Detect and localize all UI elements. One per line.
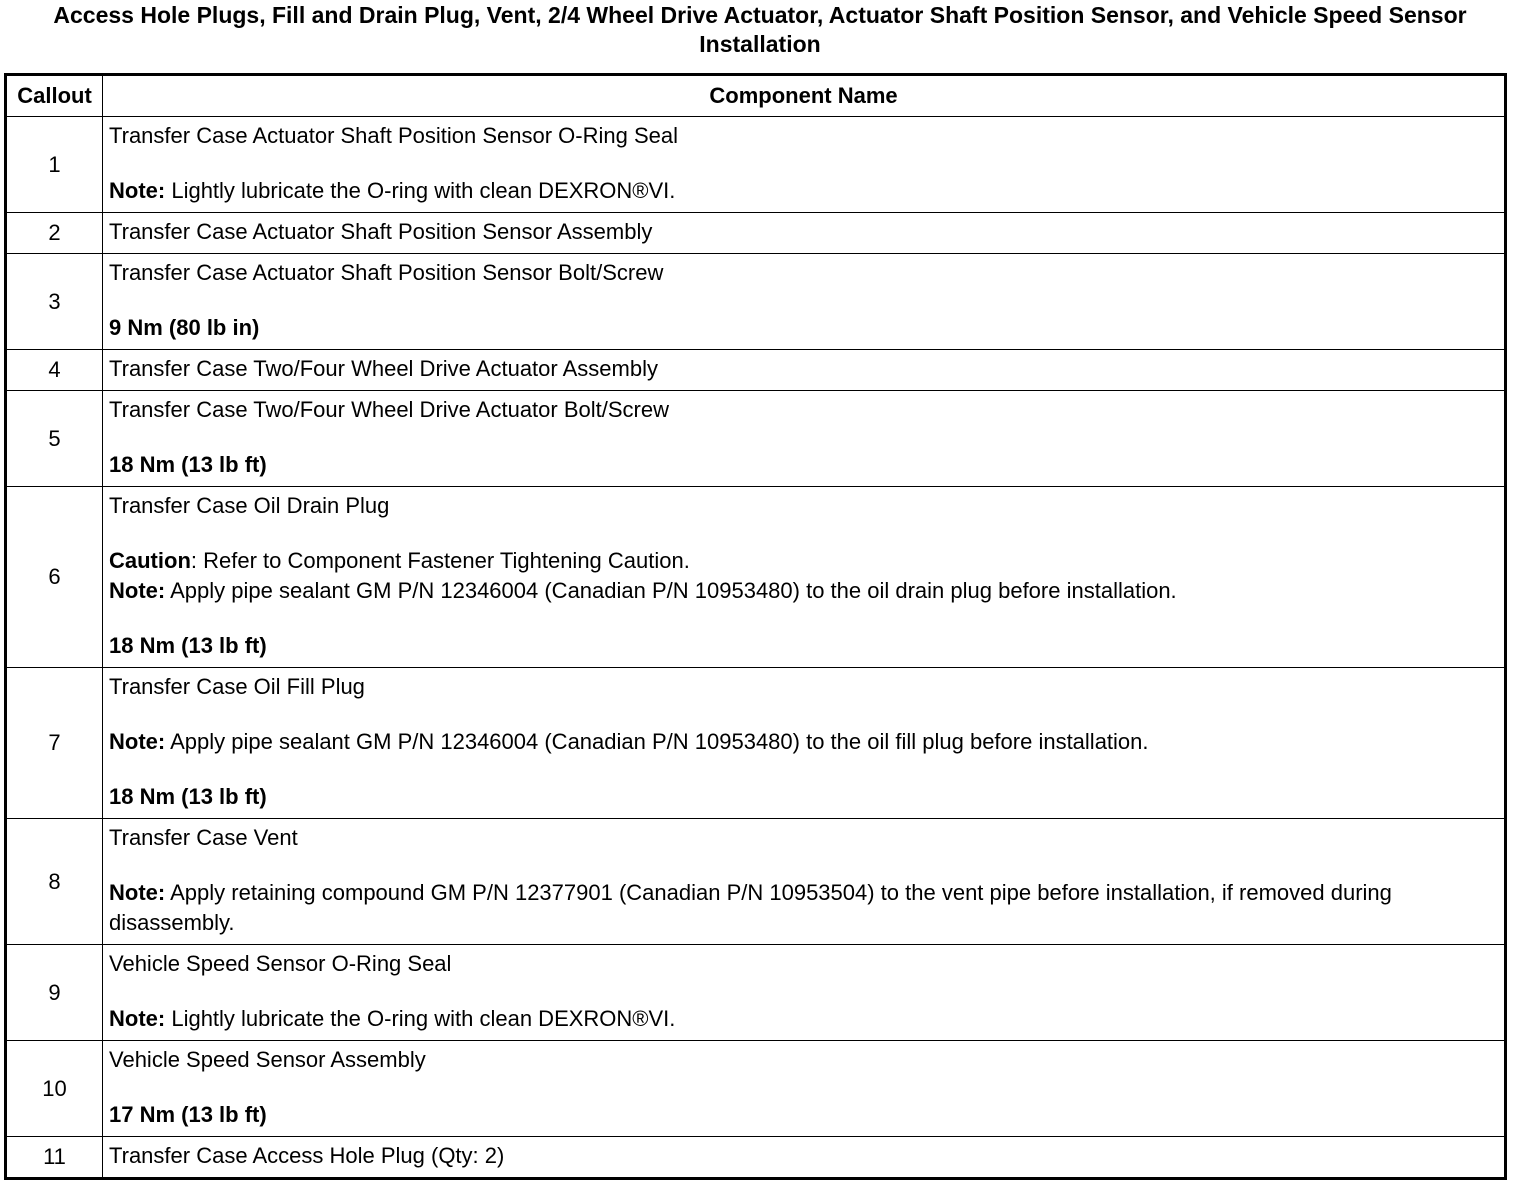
table-row: [6, 213, 1506, 254]
component-name: Vehicle Speed Sensor O-Ring Seal: [109, 951, 452, 976]
callout-number: 4: [6, 350, 103, 391]
component-cell: [103, 254, 1506, 350]
spacer: [109, 1075, 1498, 1100]
callout-number: 9: [6, 945, 103, 1041]
spacer: [109, 606, 1498, 631]
note: [109, 878, 1498, 938]
note-label: Note:: [109, 178, 166, 203]
note-text: Apply pipe sealant GM P/N 12346004 (Canadian P/N 10953480) to the oil drain plug before installation.: [165, 578, 1177, 603]
note: [109, 176, 1498, 206]
component-cell: [103, 213, 1506, 254]
spacer: [109, 853, 1498, 878]
caution-text: : Refer to Component Fastener Tightening Caution.: [190, 548, 690, 573]
table-row: [6, 819, 1506, 945]
component-cell: [103, 350, 1506, 391]
note: [109, 1004, 1498, 1034]
spacer: [109, 288, 1498, 313]
spacer: [109, 702, 1498, 727]
callout-number: 5: [6, 391, 103, 487]
spacer: [109, 757, 1498, 782]
component-name: Transfer Case Two/Four Wheel Drive Actuator Assembly: [109, 356, 658, 381]
note-label: Note:: [109, 880, 166, 905]
note-label: Note:: [109, 578, 166, 603]
component-name: Transfer Case Access Hole Plug (Qty: 2): [109, 1143, 505, 1168]
component-name: Transfer Case Actuator Shaft Position Sensor O-Ring Seal: [109, 123, 679, 148]
callout-header: Callout: [6, 75, 103, 117]
component-cell: [103, 945, 1506, 1041]
component-cell: [103, 1041, 1506, 1137]
spacer: [109, 521, 1498, 546]
note: [109, 727, 1498, 757]
callout-number: 11: [6, 1137, 103, 1179]
torque-spec: 9 Nm (80 lb in): [109, 315, 260, 340]
table-row: [6, 1041, 1506, 1137]
component-cell: [103, 487, 1506, 668]
table-row: [6, 391, 1506, 487]
table-row: [6, 350, 1506, 391]
callout-number: 8: [6, 819, 103, 945]
note-label: Note:: [109, 1006, 166, 1031]
table-body: [6, 117, 1506, 1179]
component-name: Transfer Case Vent: [109, 825, 298, 850]
component-name: Transfer Case Actuator Shaft Position Sensor Bolt/Screw: [109, 260, 664, 285]
table-row: [6, 1137, 1506, 1179]
torque-spec: 18 Nm (13 lb ft): [109, 452, 267, 477]
note-text: Apply retaining compound GM P/N 12377901 (Canadian P/N 10953504) to the vent pipe before installation, if removed during disassembly.: [109, 880, 1392, 935]
spacer: [109, 425, 1498, 450]
callout-number: 10: [6, 1041, 103, 1137]
component-cell: [103, 668, 1506, 819]
note-label: Note:: [109, 729, 166, 754]
callout-number: 3: [6, 254, 103, 350]
component-name: Transfer Case Oil Fill Plug: [109, 674, 365, 699]
component-name: Transfer Case Actuator Shaft Position Sensor Assembly: [109, 219, 653, 244]
component-name: Transfer Case Two/Four Wheel Drive Actuator Bolt/Screw: [109, 397, 669, 422]
table-row: [6, 254, 1506, 350]
note-text: Apply pipe sealant GM P/N 12346004 (Canadian P/N 10953480) to the oil fill plug before installation.: [165, 729, 1149, 754]
callout-number: 7: [6, 668, 103, 819]
document-title: Access Hole Plugs, Fill and Drain Plug, Vent, 2/4 Wheel Drive Actuator, Actuator Shaft Position Sensor, and Vehicle Speed Sensor Installation: [53, 2, 1467, 57]
component-cell: [103, 1137, 1506, 1179]
component-name-header: Component Name: [103, 75, 1506, 117]
component-name: Transfer Case Oil Drain Plug: [109, 493, 390, 518]
caution: [109, 546, 1498, 576]
spacer: [109, 151, 1498, 176]
note-text: Lightly lubricate the O-ring with clean DEXRON®VI.: [165, 1006, 676, 1031]
component-cell: [103, 391, 1506, 487]
torque-spec: 17 Nm (13 lb ft): [109, 1102, 267, 1127]
caution-label: Caution: [109, 548, 191, 573]
torque-spec: 18 Nm (13 lb ft): [109, 633, 267, 658]
table-row: [6, 945, 1506, 1041]
table-row: [6, 668, 1506, 819]
table-row: [6, 117, 1506, 213]
table-header-row: [6, 75, 1506, 117]
table-row: [6, 487, 1506, 668]
note: [109, 576, 1498, 606]
component-cell: [103, 117, 1506, 213]
torque-spec: 18 Nm (13 lb ft): [109, 784, 267, 809]
callout-number: 2: [6, 213, 103, 254]
spacer: [109, 979, 1498, 1004]
component-name: Vehicle Speed Sensor Assembly: [109, 1047, 426, 1072]
note-text: Lightly lubricate the O-ring with clean DEXRON®VI.: [165, 178, 676, 203]
component-table: [4, 73, 1507, 1180]
callout-number: 1: [6, 117, 103, 213]
component-cell: [103, 819, 1506, 945]
callout-number: 6: [6, 487, 103, 668]
